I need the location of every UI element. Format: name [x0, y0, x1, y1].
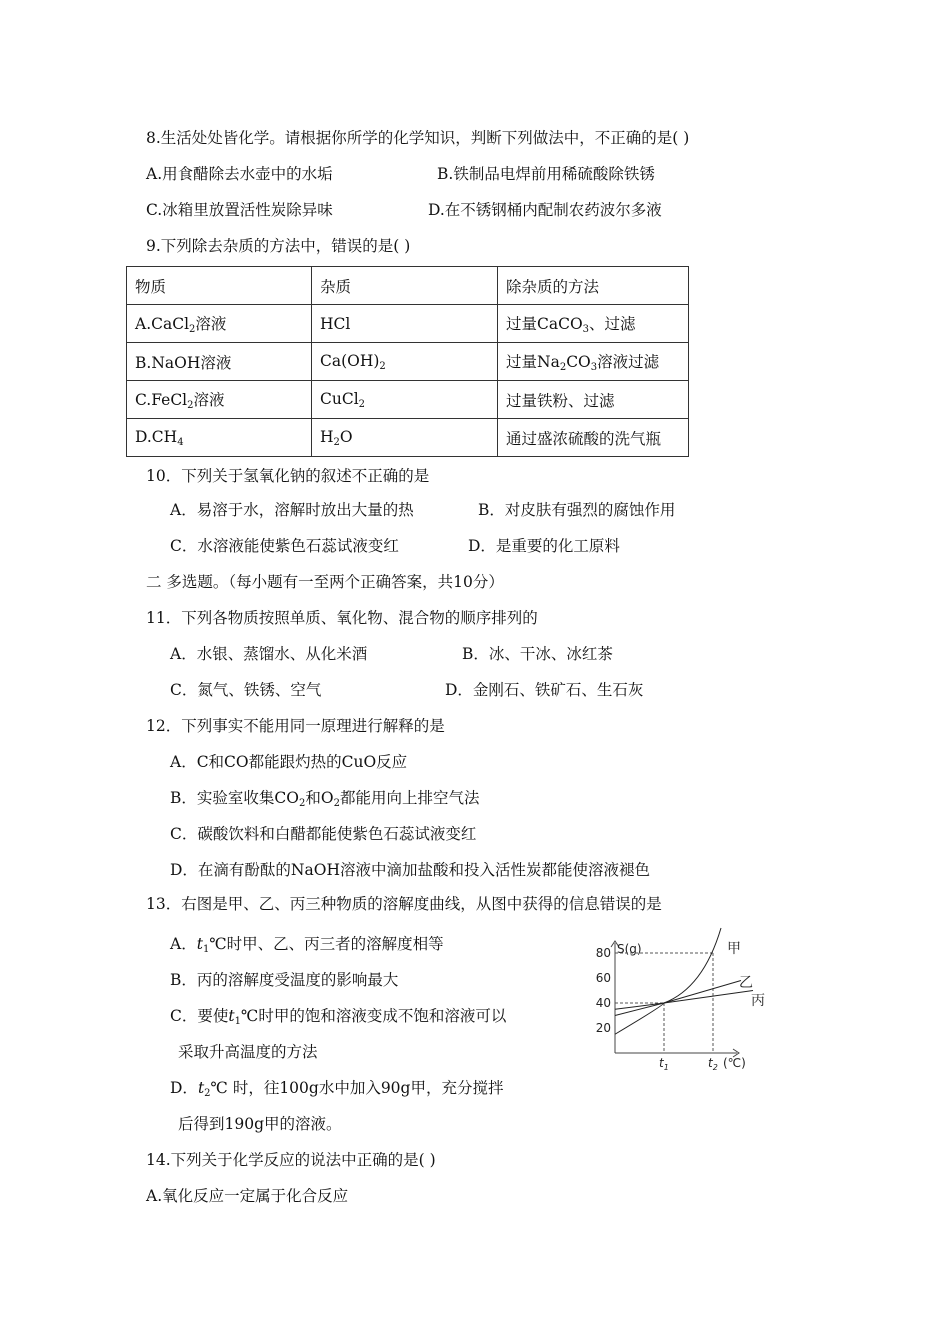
cell-impurity: HCl	[312, 305, 498, 343]
q11-option-b: B．冰、干冰、冰红茶	[462, 645, 613, 663]
q13-option-b: B．丙的溶解度受温度的影响最大	[170, 971, 399, 989]
cell-substance: A.CaCl$_2$溶液	[127, 305, 312, 343]
table-row	[127, 419, 689, 457]
y-tick-label: 80	[595, 946, 611, 960]
q12-option-b: B．实验室收集$CO_2$和$O_2$都能用向上排空气法	[170, 789, 480, 809]
y-tick-label: 40	[595, 996, 611, 1010]
series-label: 甲	[727, 941, 741, 957]
q12-stem: 12．下列事实不能用同一原理进行解释的是	[146, 717, 445, 735]
q13-stem: 13．右图是甲、乙、丙三种物质的溶解度曲线，从图中获得的信息错误的是	[146, 895, 662, 913]
cell-substance: $D.CH_4$	[127, 419, 312, 457]
x-tick-label: $t_2$	[708, 1056, 718, 1072]
x-tick-label: $t_1$	[659, 1056, 669, 1072]
q13-option-a: A．$t_1℃$时甲、乙、丙三者的溶解度相等	[170, 935, 444, 955]
q14-stem: 14.下列关于化学反应的说法中正确的是( )	[146, 1151, 436, 1169]
q13-option-c-cont: 采取升高温度的方法	[178, 1043, 318, 1061]
cell-impurity: CuCl$_2$	[312, 381, 498, 419]
q9-table	[126, 266, 689, 457]
cell-method: 通过盛浓硫酸的洗气瓶	[498, 419, 689, 457]
q12-option-d: D．在滴有酚酞的NaOH溶液中滴加盐酸和投入活性炭都能使溶液褪色	[170, 861, 650, 879]
solubility-chart	[585, 935, 765, 1075]
cell-impurity: $H_2O$	[312, 419, 498, 457]
q10-stem: 10．下列关于氢氧化钠的叙述不正确的是	[146, 467, 430, 485]
q11-option-a: A．水银、蒸馏水、从化米酒	[170, 645, 368, 663]
series-label: 乙	[739, 975, 753, 991]
cell-substance: C.FeCl$_2$溶液	[127, 381, 312, 419]
series-line-3	[615, 991, 753, 1010]
table-row	[127, 343, 689, 381]
table-row	[127, 305, 689, 343]
cell-method: 过量铁粉、过滤	[498, 381, 689, 419]
q14-option-a: A.氧化反应一定属于化合反应	[146, 1187, 349, 1205]
header-substance: 物质	[127, 267, 312, 305]
section-heading: 二 多选题。（每小题有一至两个正确答案，共10分）	[146, 573, 504, 591]
q8-option-b: B.铁制品电焊前用稀硫酸除铁锈	[437, 165, 655, 183]
q11-option-c: C．氮气、铁锈、空气	[170, 681, 322, 699]
cell-impurity: $Ca(OH)_2$	[312, 343, 498, 381]
series-label: 丙	[751, 993, 765, 1009]
q10-option-d: D．是重要的化工原料	[468, 537, 620, 555]
cell-substance: B.NaOH溶液	[127, 343, 312, 381]
q11-stem: 11．下列各物质按照单质、氧化物、混合物的顺序排列的	[146, 609, 538, 627]
header-impurity: 杂质	[312, 267, 498, 305]
q10-option-a: A．易溶于水，溶解时放出大量的热	[170, 501, 414, 519]
cell-method: 过量$Na_2CO_3$溶液过滤	[498, 343, 689, 381]
q12-option-a: A．C和CO都能跟灼热的CuO反应	[170, 753, 408, 771]
cell-method: 过量CaCO$_3$、过滤	[498, 305, 689, 343]
q8-option-d: D.在不锈钢桶内配制农药波尔多液	[428, 201, 662, 219]
q8-stem: 8.生活处处皆化学。请根据你所学的化学知识，判断下列做法中，不正确的是( )	[146, 129, 690, 147]
y-tick-label: 20	[595, 1021, 611, 1035]
q8-option-a: A.用食醋除去水壶中的水垢	[146, 165, 333, 183]
q11-option-d: D．金刚石、铁矿石、生石灰	[445, 681, 644, 699]
table-header-row	[127, 267, 689, 305]
y-axis-label: S(g)	[617, 942, 642, 956]
table-row	[127, 381, 689, 419]
header-method: 除杂质的方法	[498, 267, 689, 305]
q13-option-c: C．要使$t_1℃$时甲的饱和溶液变成不饱和溶液可以	[170, 1007, 507, 1027]
q9-stem: 9.下列除去杂质的方法中，错误的是( )	[146, 237, 411, 255]
q12-option-c: C．碳酸饮料和白醋都能使紫色石蕊试液变红	[170, 825, 477, 843]
series-line-2	[615, 981, 741, 1016]
y-tick-label: 60	[595, 971, 611, 985]
q10-option-c: C．水溶液能使紫色石蕊试液变红	[170, 537, 399, 555]
q13-option-d: D．$t_2℃$ 时，往100g水中加入90g甲，充分搅拌	[170, 1079, 504, 1099]
x-axis-label: (℃)	[723, 1056, 746, 1070]
q10-option-b: B．对皮肤有强烈的腐蚀作用	[478, 501, 676, 519]
q13-option-d-cont: 后得到190g甲的溶液。	[178, 1115, 342, 1133]
q8-option-c: C.冰箱里放置活性炭除异味	[146, 201, 333, 219]
